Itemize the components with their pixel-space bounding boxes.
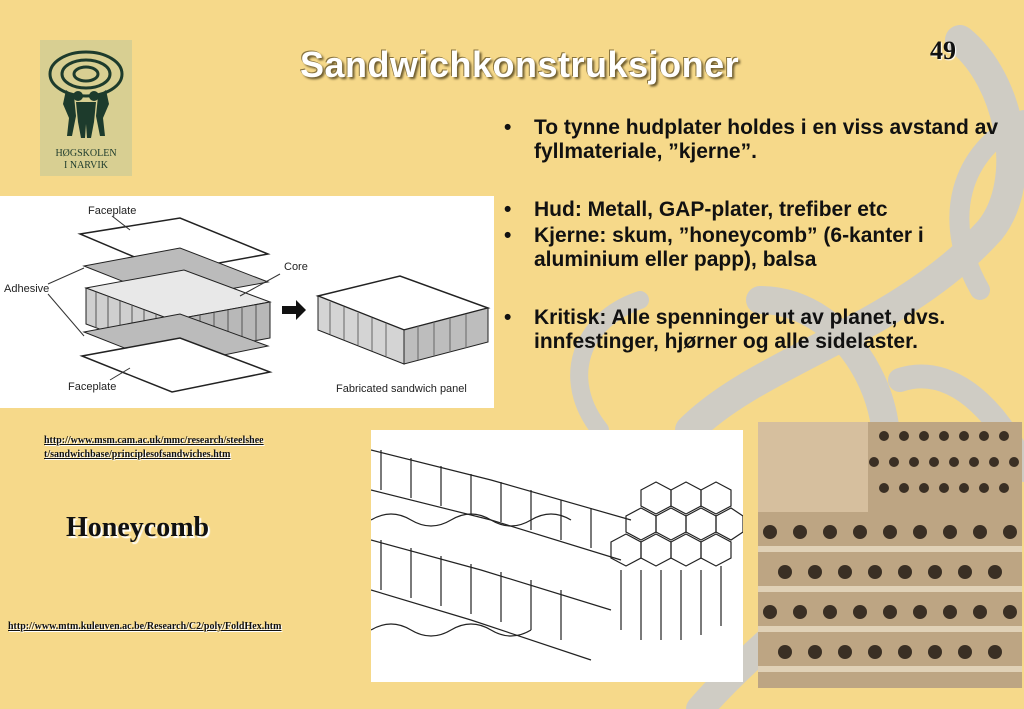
source-link-sandwich[interactable]	[44, 434, 264, 462]
source-link-foldhex[interactable]: http://www.mtm.kuleuven.ac.be/Research/C2/poly/FoldHex.htm	[8, 621, 282, 632]
logo-text-line1: HØGSKOLEN	[55, 148, 117, 159]
page-number: 49	[930, 36, 956, 65]
folded-honeycomb-drawing	[371, 430, 743, 682]
bullet-item: • Kritisk: Alle spenninger ut av planet, dvs. innfestinger, hjørner og alle sidelaster.	[500, 306, 1020, 354]
label-core: Core	[284, 261, 308, 273]
sandwich-panel-diagram	[0, 196, 494, 408]
atlas-emblem-icon	[40, 40, 132, 150]
bullet-list	[500, 116, 1020, 354]
label-faceplate-bottom: Faceplate	[68, 381, 117, 393]
logo-text-line2: I NARVIK	[64, 160, 108, 171]
bullet-item: • Hud: Metall, GAP-plater, trefiber etc	[500, 198, 1020, 222]
honeycomb-photo	[758, 422, 1022, 688]
honeycomb-heading: Honeycomb	[66, 512, 210, 543]
label-faceplate-top: Faceplate	[88, 205, 137, 217]
source-link-line2[interactable]: t/sandwichbase/principlesofsandwiches.htm	[44, 449, 231, 460]
label-fabricated-panel: Fabricated sandwich panel	[336, 383, 467, 395]
school-logo	[40, 40, 132, 176]
slide-title: Sandwichkonstruksjoner	[300, 44, 740, 85]
source-link-line1[interactable]: http://www.msm.cam.ac.uk/mmc/research/steelshee	[44, 435, 264, 446]
bullet-item: • To tynne hudplater holdes i en viss avstand av fyllmateriale, ”kjerne”.	[500, 116, 1020, 164]
bullet-item: • Kjerne: skum, ”honeycomb” (6-kanter i aluminium eller papp), balsa	[500, 224, 1020, 272]
label-adhesive: Adhesive	[4, 283, 50, 295]
